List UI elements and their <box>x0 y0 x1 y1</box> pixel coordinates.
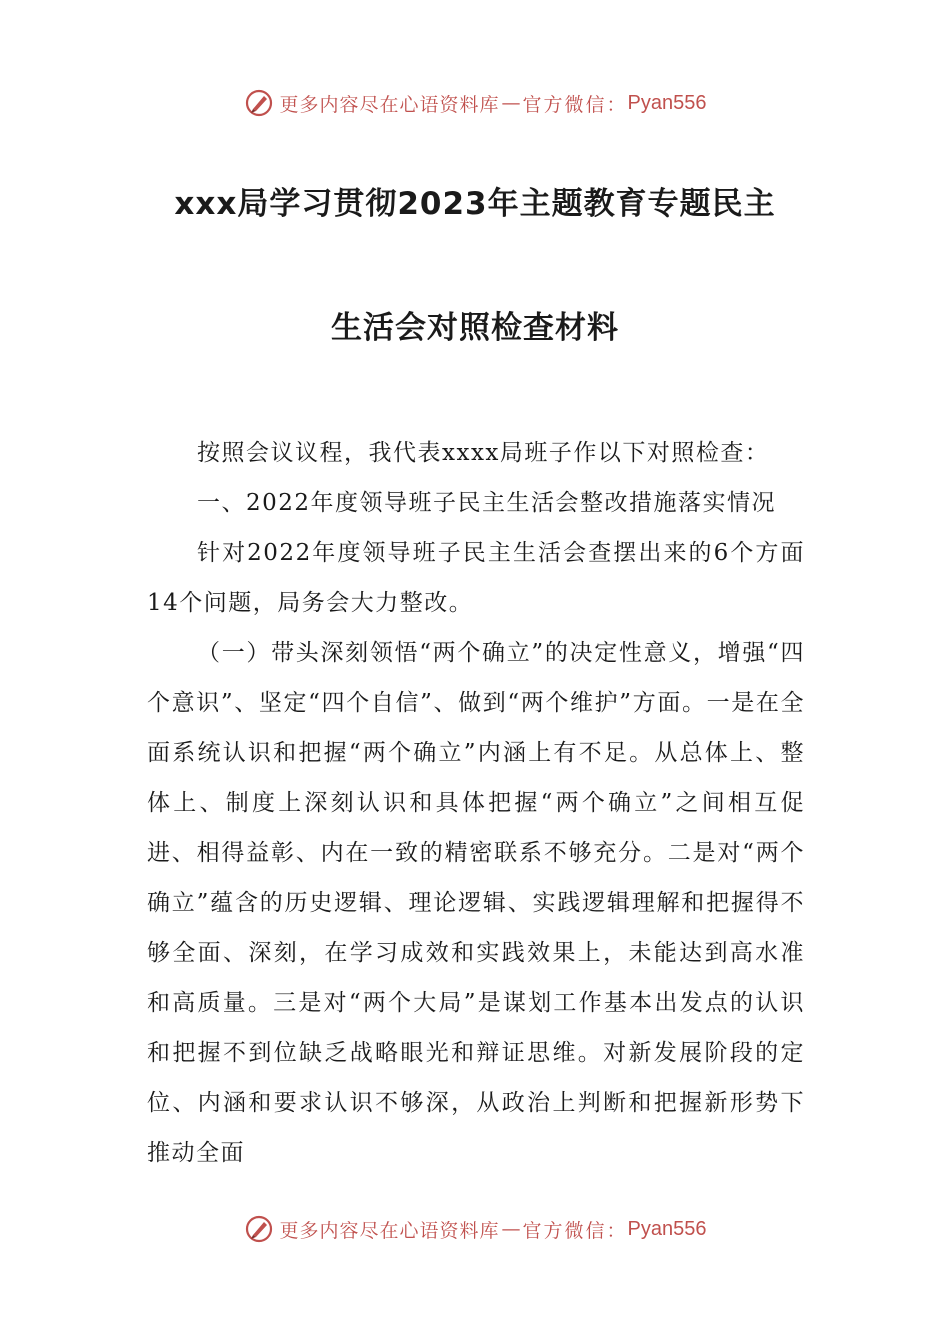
pen-logo-icon <box>244 1214 274 1244</box>
pen-logo-icon <box>244 88 274 118</box>
watermark-label: 官方微信： <box>522 93 628 116</box>
watermark-dash: — <box>501 92 521 114</box>
watermark-site-text: 更多内容尽在心语资料库 <box>279 1219 500 1242</box>
watermark-banner-bottom <box>0 1214 950 1244</box>
watermark-banner-top <box>0 88 950 118</box>
watermark-wechat-id: Pyan556 <box>627 91 707 114</box>
watermark-wechat-id: Pyan556 <box>627 1217 707 1240</box>
watermark-label: 官方微信： <box>522 1219 628 1242</box>
paragraph-subsection-1: （一）带头深刻领悟“两个确立”的决定性意义，增强“四个意识”、坚定“四个自信”、做到“两个维护”方面。一是在全面系统认识和把握“两个确立”内涵上有不足。从总体上、整体上、制度上深刻认识和具体把握“两个确立”之间相互促进、相得益彰、内在一致的精密联系不够充分。二是对“两个确立”蕴含的历史逻辑、理论逻辑、实践逻辑理解和把握得不够全面、深刻，在学习成效和实践效果上，未能达到高水准和高质量。三是对“两个大局”是谋划工作基本出发点的认识和把握不到位缺乏战略眼光和辩证思维。对新发展阶段的定位、内涵和要求认识不够深，从政治上判断和把握新形势下推动全面 <box>147 640 805 1166</box>
watermark-dash: — <box>501 1218 521 1240</box>
document-body <box>147 428 805 1178</box>
document-title-line-1: xxx局学习贯彻2023年主题教育专题民主 <box>174 186 776 222</box>
paragraph-intro: 按照会议议程，我代表xxxx局班子作以下对照检查： <box>197 440 770 466</box>
paragraph-summary: 针对2022年度领导班子民主生活会查摆出来的6个方面14个问题，局务会大力整改。 <box>147 540 805 616</box>
watermark-site-text: 更多内容尽在心语资料库 <box>279 93 500 116</box>
document-title-line-2: 生活会对照检查材料 <box>331 310 619 346</box>
section-heading-1: 一、2022年度领导班子民主生活会整改措施落实情况 <box>197 490 777 516</box>
